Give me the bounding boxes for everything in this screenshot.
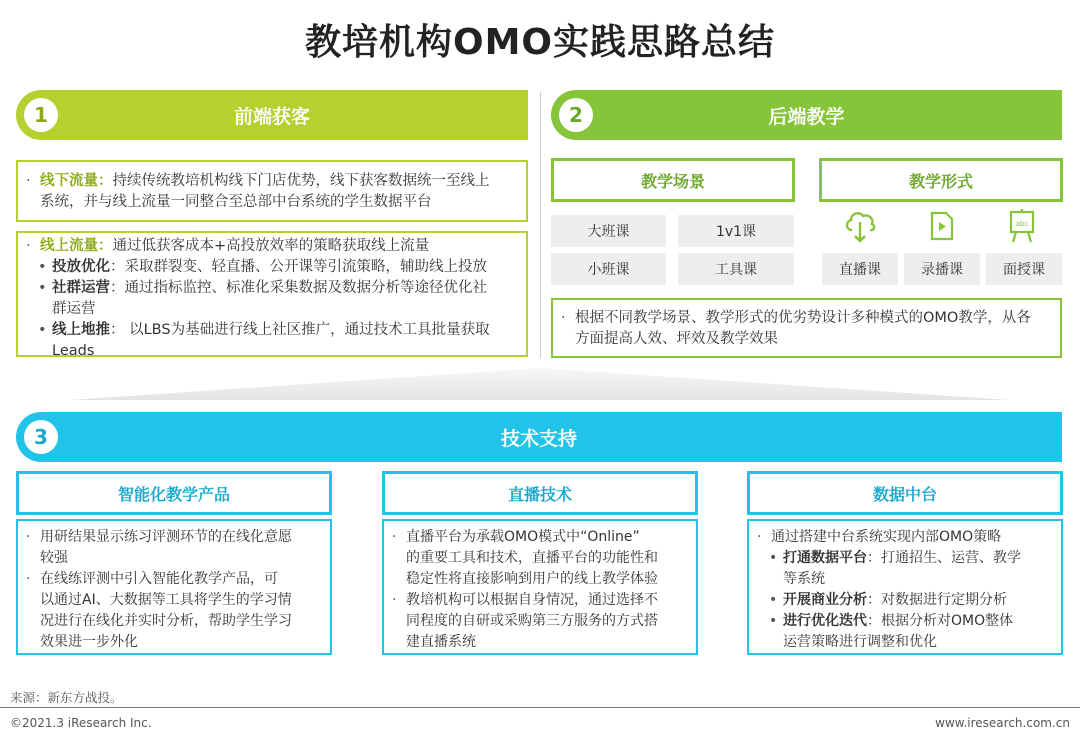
scene-chip: 1v1课 xyxy=(678,215,794,247)
form-chip: 录播课 xyxy=(904,253,980,285)
list-item: 线上地推： 以LBS为基础进行线上社区推广，通过技术工具批量获取 xyxy=(52,322,490,338)
form-chip: 面授课 xyxy=(986,253,1062,285)
section-number-badge: 3 xyxy=(24,420,58,454)
tech-col-header: 数据中台 xyxy=(747,471,1063,515)
section-back-title: 后端教学 xyxy=(768,105,845,128)
list-item: 投放优化：采取群裂变、轻直播、公开课等引流策略，辅助线上投放 xyxy=(52,259,487,275)
scene-chip: 小班课 xyxy=(551,253,666,285)
tech-col-box: · 直播平台为承载OMO模式中“Online” 的重要工具和技术，直播平台的功能性和 稳定性将直接影响到用户的线上教学体验 · 教培机构可以根据自身情况，通过选择不 同程度的自研或采购第三方服务的方式搭 建直播系统 xyxy=(382,519,698,655)
section-front-header xyxy=(16,90,528,140)
footer-divider xyxy=(0,707,1080,708)
scene-chip: 大班课 xyxy=(551,215,666,247)
offline-traffic-key: 线下流量 xyxy=(40,173,98,189)
video-play-icon xyxy=(930,211,954,241)
offline-traffic-text-cont: 系统，并与线上流量一同整合至总部中台系统的学生数据平台 xyxy=(40,194,432,210)
cloud-broadcast-icon xyxy=(843,208,877,244)
website-link[interactable]: www.iresearch.com.cn xyxy=(935,716,1070,730)
section-back-header xyxy=(551,90,1062,140)
section-number-badge: 1 xyxy=(24,98,58,132)
tech-col-header: 直播技术 xyxy=(382,471,698,515)
section-tech-header xyxy=(16,412,1062,462)
online-traffic-text: 通过低获客成本+高投放效率的策略获取线上流量 xyxy=(112,238,430,254)
tech-col-header: 智能化教学产品 xyxy=(16,471,332,515)
section-tech-title: 技术支持 xyxy=(500,427,577,450)
tech-col-box: · 通过搭建中台系统实现内部OMO策略 • 打通数据平台：打通招生、运营、教学 等系统 • 开展商业分析：对数据进行定期分析 • 进行优化迭代：根据分析对OMO整体 运营策略进行调整和优化 xyxy=(747,519,1063,655)
column-divider xyxy=(540,92,541,358)
online-traffic-key: 线上流量 xyxy=(40,238,98,254)
tech-col-box: · 用研结果显示练习评测环节的在线化意愿 较强 · 在线练评测中引入智能化教学产品，可 以通过AI、大数据等工具将学生的学习情 况进行在线化并实时分析，帮助学生学习 效果进一步外化 xyxy=(16,519,332,655)
copyright: ©2021.3 iResearch Inc. xyxy=(10,716,152,730)
list-item: 进行优化迭代：根据分析对OMO整体 xyxy=(783,613,1014,629)
section-number-badge: 2 xyxy=(559,98,593,132)
section-connector-fan xyxy=(0,360,1080,410)
teaching-note-text: 根据不同教学场景、教学形式的优劣势设计多种模式的OMO教学，从各 xyxy=(575,310,1031,326)
offline-traffic-text: 持续传统教培机构线下门店优势，线下获客数据统一至线上 xyxy=(112,173,490,189)
teaching-form-header: 教学形式 xyxy=(819,158,1063,202)
teaching-note-box: · 根据不同教学场景、教学形式的优劣势设计多种模式的OMO教学，从各 方面提高人效、坪效及教学效果 xyxy=(551,298,1062,358)
list-item: 打通数据平台：打通招生、运营、教学 xyxy=(783,550,1021,566)
section-front-title: 前端获客 xyxy=(233,105,310,128)
form-chip: 直播课 xyxy=(822,253,898,285)
svg-text:abc: abc xyxy=(1015,220,1029,228)
source-note: 来源：新东方战投。 xyxy=(10,690,123,705)
bullet: · xyxy=(26,173,31,189)
list-item: 社群运营：通过指标监控、标准化采集数据及数据分析等途径优化社 xyxy=(52,280,487,296)
offline-traffic-box: · 线下流量：持续传统教培机构线下门店优势，线下获客数据统一至线上 系统，并与线上流量一同整合至总部中台系统的学生数据平台 xyxy=(16,160,528,222)
online-traffic-box: · 线上流量：通过低获客成本+高投放效率的策略获取线上流量 • 投放优化：采取群裂变、轻直播、公开课等引流策略，辅助线上投放 • 社群运营：通过指标监控、标准化采集数据及数据分析等途径优化社 群运营 • 线上地推： 以LBS为基础进行线上社区推广，通过技术工具批量获取 Leads xyxy=(16,231,528,357)
scene-chip: 工具课 xyxy=(678,253,794,285)
blackboard-icon xyxy=(1008,208,1036,244)
teaching-scene-header: 教学场景 xyxy=(551,158,795,202)
list-item: 开展商业分析：对数据进行定期分析 xyxy=(783,592,1007,608)
page-title: 教培机构OMO实践思路总结 xyxy=(304,22,776,63)
